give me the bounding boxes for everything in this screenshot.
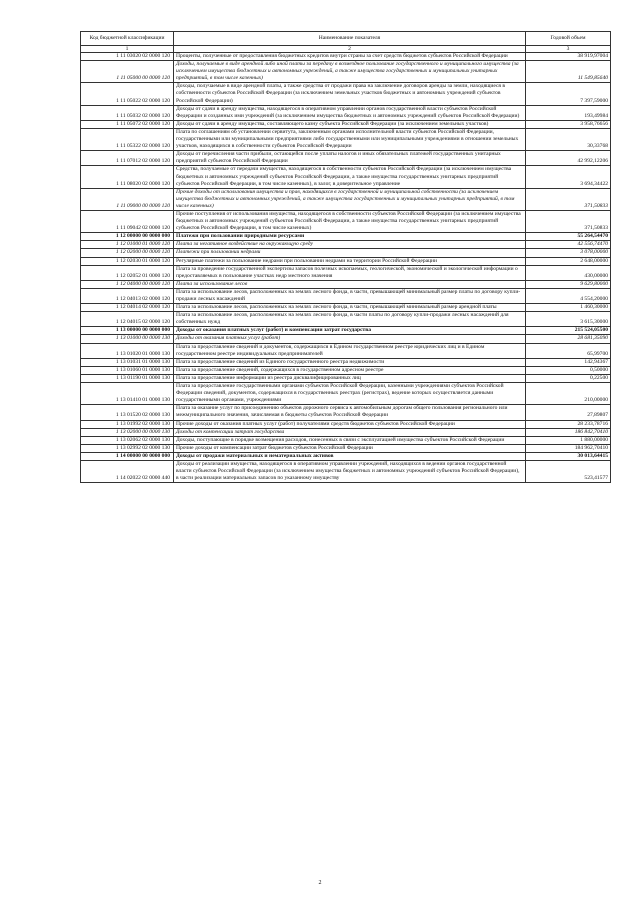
- table-row: [81, 383, 611, 405]
- row-name: Плата за негативное воздействие на окружающую среду: [174, 241, 526, 249]
- row-name: Доходы от компенсации затрат государства: [174, 428, 526, 436]
- row-value: 42 992,12206: [526, 151, 611, 166]
- table-row: [81, 151, 611, 166]
- row-code: 1 14 02022 02 0000 440: [81, 460, 174, 482]
- table-row: [81, 249, 611, 257]
- row-name: Плата за предоставление сведений и документов, содержащихся в Едином государственном реестре юридических лиц и в Едином государственном реестре индивидуальных предпринимателей: [174, 343, 526, 358]
- row-code: 1 11 03020 02 0000 120: [81, 53, 174, 61]
- table-row: [81, 460, 611, 482]
- row-value: 9 629,80000: [526, 280, 611, 288]
- row-name: Доходы от сдачи в аренду имущества, находящегося в оперативном управлении органов государственной власти субъектов Российской Федерации и созданных ими учреждений (за исключением имущества бюджетных и автономных учреждений субъектов Российской Федерации): [174, 105, 526, 120]
- page-number: 2: [318, 880, 322, 886]
- row-value: 0,50000: [526, 366, 611, 374]
- row-value: 11 549,85640: [526, 61, 611, 83]
- column-number-1: 1: [81, 46, 174, 53]
- row-value: 28 233,78716: [526, 420, 611, 428]
- row-value: 430,00000: [526, 265, 611, 280]
- row-name: Доходы от перечисления части прибыли, остающейся после уплаты налогов и иных обязательных платежей государственных унитарных предприятий субъектов Российской Федерации: [174, 151, 526, 166]
- row-name: Средства, получаемые от передачи имущества, находящегося в собственности субъектов Российской Федерации (за исключением имущества бюджетных и автономных учреждений субъектов Российской Федерации, а также имущества государственных унитарных предприятий субъектов Российской Федерации, в том числе казенных), в залог, в доверительное управление: [174, 166, 526, 188]
- row-name: Плата за предоставление сведений, содержащихся в государственном адресном реестре: [174, 366, 526, 374]
- row-value: 371,50833: [526, 210, 611, 232]
- row-code: 1 11 05072 02 0000 120: [81, 120, 174, 128]
- row-value: 210,00000: [526, 383, 611, 405]
- table-row: [81, 444, 611, 452]
- column-number-2: 2: [174, 46, 526, 53]
- row-code: 1 12 00000 00 0000 000: [81, 233, 174, 241]
- row-name: Доходы от сдачи в аренду имущества, составляющего казну субъекта Российской Федерации (за исключением земельных участков): [174, 120, 526, 128]
- row-value: 523,41577: [526, 460, 611, 482]
- table-row: [81, 166, 611, 188]
- document-page: [80, 31, 610, 483]
- table-row: [81, 405, 611, 420]
- table-row: [81, 241, 611, 249]
- row-name: Плата за предоставление информации из реестра дисквалифицированных лиц: [174, 374, 526, 382]
- row-code: 1 13 01410 01 0000 130: [81, 383, 174, 405]
- row-value: 28 681,35090: [526, 335, 611, 343]
- row-value: 2 648,00000: [526, 257, 611, 265]
- row-name: Регулярные платежи за пользование недрами при пользовании недрами на территории Российской Федерации: [174, 257, 526, 265]
- row-value: 142,94367: [526, 358, 611, 366]
- table-row: [81, 358, 611, 366]
- row-code: 1 12 04013 02 0000 120: [81, 288, 174, 303]
- row-name: Доходы от оказания платных услуг (работ): [174, 335, 526, 343]
- row-name: Прочие доходы от компенсации затрат бюджетов субъектов Российской Федерации: [174, 444, 526, 452]
- row-value: 65,99700: [526, 343, 611, 358]
- row-code: 1 11 05000 00 0000 120: [81, 61, 174, 83]
- row-value: 0,22500: [526, 374, 611, 382]
- row-value: 55 264,54470: [526, 233, 611, 241]
- table-row: [81, 257, 611, 265]
- row-name: Плата за использование лесов: [174, 280, 526, 288]
- table-row: [81, 120, 611, 128]
- row-name: Платежи при пользовании недрами: [174, 249, 526, 257]
- row-value: 371,50833: [526, 188, 611, 210]
- row-code: 1 13 00000 00 0000 000: [81, 327, 174, 335]
- row-code: 1 12 04000 00 0000 120: [81, 280, 174, 288]
- row-name: Плата за использование лесов, расположенных на землях лесного фонда, в части, превышающей минимальный размер платы по договору купли-продажи лесных насаждений: [174, 288, 526, 303]
- row-name: Доходы от оказания платных услуг (работ) и компенсации затрат государства: [174, 327, 526, 335]
- row-code: 1 12 02052 01 0000 120: [81, 265, 174, 280]
- row-code: 1 13 01992 02 0000 130: [81, 420, 174, 428]
- row-value: 186 842,70410: [526, 428, 611, 436]
- row-value: 7 397,59000: [526, 83, 611, 105]
- table-row: [81, 436, 611, 444]
- table-row: [81, 265, 611, 280]
- column-number-3: 3: [526, 46, 611, 53]
- row-code: 1 13 01031 01 0000 130: [81, 358, 174, 366]
- row-value: 42 556,74470: [526, 241, 611, 249]
- header-name: Наименование показателя: [174, 32, 526, 46]
- row-name: Плата за оказание услуг по присоединению объектов дорожного сервиса к автомобильным дорогам общего пользования регионального или межмуниципального значения, зачисляемая в бюджеты субъектов Российской Федерации: [174, 405, 526, 420]
- row-value: 184 962,70410: [526, 444, 611, 452]
- table-row: [81, 312, 611, 327]
- table-row: [81, 366, 611, 374]
- row-code: 1 12 01000 01 0000 120: [81, 241, 174, 249]
- row-code: 1 11 09042 02 0000 120: [81, 210, 174, 232]
- row-value: 3 078,00000: [526, 249, 611, 257]
- table-row: [81, 280, 611, 288]
- row-name: Доходы от продажи материальных и нематериальных активов: [174, 452, 526, 460]
- row-code: 1 13 01000 00 0000 130: [81, 335, 174, 343]
- row-code: 1 11 08020 02 0000 120: [81, 166, 174, 188]
- row-value: 38 919,97004: [526, 53, 611, 61]
- table-body: [81, 53, 611, 483]
- row-code: 1 13 02992 02 0000 130: [81, 444, 174, 452]
- row-value: 4 554,20000: [526, 288, 611, 303]
- row-value: 27,89807: [526, 405, 611, 420]
- row-name: Доходы, получаемые в виде арендной платы, а также средства от продажи права на заключение договоров аренды за земли, находящиеся в собственности субъектов Российской Федерации (за исключением земельных участков бюджетных и автономных учреждений субъектов Российской Федерации): [174, 83, 526, 105]
- row-name: Плата по соглашениям об установлении сервитута, заключенным органами исполнительной власти субъектов Российской Федерации, государственными или муниципальными предприятиями либо государственными или муниципальными учреждениями в отношении земельных участков, находящихся в собственности субъектов Российской Федерации: [174, 128, 526, 150]
- table-row: [81, 304, 611, 312]
- row-name: Доходы, получаемые в виде арендной либо иной платы за передачу в возмездное пользование государственного и муниципального имущества (за исключением имущества бюджетных и автономных учреждений, а также имущества государственных и муниципальных унитарных предприятий, в том числе казенных): [174, 61, 526, 83]
- row-code: 1 13 01520 02 0000 130: [81, 405, 174, 420]
- row-name: Плата за проведение государственной экспертизы запасов полезных ископаемых, геологической, экономической и экологической информации о предоставляемых в пользование участках недр местного значения: [174, 265, 526, 280]
- row-code: 1 13 01020 01 0000 130: [81, 343, 174, 358]
- table-row: [81, 420, 611, 428]
- row-code: 1 11 07012 02 0000 120: [81, 151, 174, 166]
- row-name: Плата за предоставление государственными органами субъектов Российской Федерации, казенными учреждениями субъектов Российской Федерации сведений, документов, содержащихся в государственных реестрах (регистрах), ведение которых осуществляется данными государственными органами, учреждениями: [174, 383, 526, 405]
- row-code: 1 12 04014 02 0000 120: [81, 304, 174, 312]
- row-code: 1 13 02000 00 0000 130: [81, 428, 174, 436]
- row-value: 215 524,05500: [526, 327, 611, 335]
- table-row: [81, 428, 611, 436]
- row-name: Доходы от реализации имущества, находящегося в оперативном управлении учреждений, находящихся в ведении органов государственной власти субъектов Российской Федерации (за исключением имущества бюджетных и автономных учреждений субъектов Российской Федерации), в части реализации материальных запасов по указанному имуществу: [174, 460, 526, 482]
- table-header-row: [81, 32, 611, 46]
- row-value: 30 013,64415: [526, 452, 611, 460]
- row-name: Плата за предоставление сведений из Единого государственного реестра недвижимости: [174, 358, 526, 366]
- row-value: 3 958,76656: [526, 120, 611, 128]
- revenue-table: [80, 31, 611, 483]
- row-code: 1 13 02062 02 0000 130: [81, 436, 174, 444]
- row-code: 1 12 02030 01 0000 120: [81, 257, 174, 265]
- row-code: 1 12 04015 02 0000 120: [81, 312, 174, 327]
- header-volume: Годовой объем: [526, 32, 611, 46]
- row-name: Прочие доходы от оказания платных услуг (работ) получателями средств бюджетов субъектов Российской Федерации: [174, 420, 526, 428]
- table-row: [81, 343, 611, 358]
- row-name: Платежи при пользовании природными ресурсами: [174, 233, 526, 241]
- row-code: 1 11 05322 02 0000 120: [81, 128, 174, 150]
- table-row: [81, 53, 611, 61]
- row-value: 1 460,30000: [526, 304, 611, 312]
- row-value: 30,33768: [526, 128, 611, 150]
- row-code: 1 12 02000 00 0000 120: [81, 249, 174, 257]
- row-name: Проценты, полученные от предоставления бюджетных кредитов внутри страны за счет средств бюджетов субъектов Российской Федерации: [174, 53, 526, 61]
- row-code: 1 13 01060 01 0000 130: [81, 366, 174, 374]
- row-value: 193,49984: [526, 105, 611, 120]
- table-row: [81, 335, 611, 343]
- table-row: [81, 128, 611, 150]
- table-row: [81, 327, 611, 335]
- table-row: [81, 374, 611, 382]
- row-code: 1 14 00000 00 0000 000: [81, 452, 174, 460]
- row-name: Плата за использование лесов, расположенных на землях лесного фонда, в части платы по договору купли-продажи лесных насаждений для собственных нужд: [174, 312, 526, 327]
- row-code: 1 11 05022 02 0000 120: [81, 83, 174, 105]
- row-code: 1 11 05032 02 0000 120: [81, 105, 174, 120]
- table-row: [81, 288, 611, 303]
- row-name: Доходы, поступающие в порядке возмещения расходов, понесенных в связи с эксплуатацией имущества субъектов Российской Федерации: [174, 436, 526, 444]
- row-name: Плата за использование лесов, расположенных на землях лесного фонда, в части, превышающей минимальный размер арендной платы: [174, 304, 526, 312]
- row-code: 1 13 01190 01 0000 130: [81, 374, 174, 382]
- table-row: [81, 210, 611, 232]
- table-row: [81, 83, 611, 105]
- header-code: Код бюджетной классификации: [81, 32, 174, 46]
- row-name: Прочие поступления от использования имущества, находящегося в собственности субъектов Российской Федерации (за исключением имущества бюджетных и автономных учреждений субъектов Российской Федерации, а также имущества государственных унитарных предприятий субъектов Российской Федерации, в том числе казенных): [174, 210, 526, 232]
- row-name: Прочие доходы от использования имущества и прав, находящихся в государственной и муниципальной собственности (за исключением имущества бюджетных и автономных учреждений, а также имущества государственных и муниципальных унитарных предприятий, в том числе казенных): [174, 188, 526, 210]
- row-value: 3 694,34422: [526, 166, 611, 188]
- table-row: [81, 61, 611, 83]
- row-value: 1 880,00000: [526, 436, 611, 444]
- table-row: [81, 233, 611, 241]
- row-code: 1 11 09000 00 0000 120: [81, 188, 174, 210]
- table-row: [81, 105, 611, 120]
- table-row: [81, 188, 611, 210]
- column-number-row: [81, 46, 611, 53]
- row-value: 3 615,30000: [526, 312, 611, 327]
- table-row: [81, 452, 611, 460]
